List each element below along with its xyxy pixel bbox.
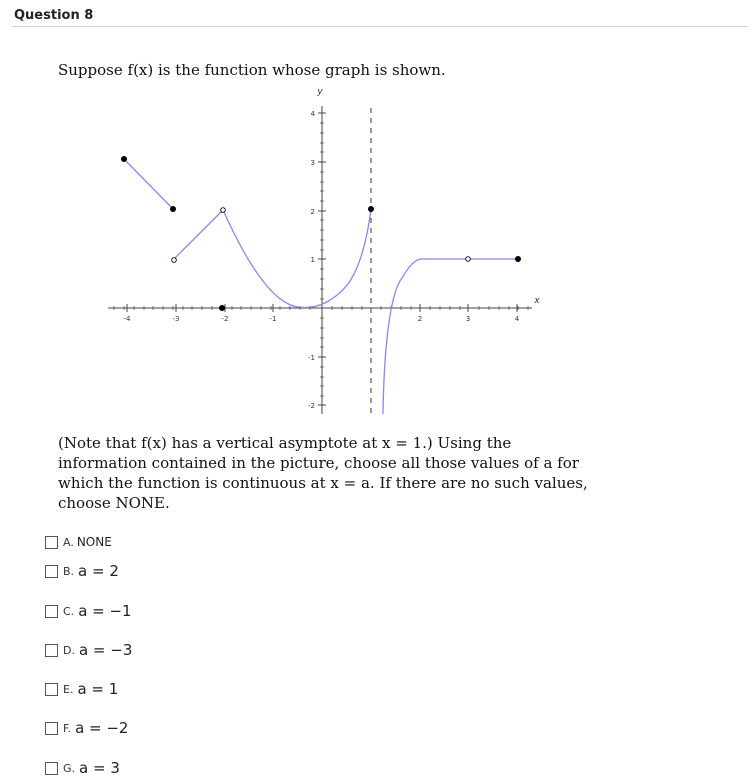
option-e[interactable] <box>45 678 118 700</box>
open-point-neg3-1 <box>172 258 177 263</box>
option-letter: E. <box>63 682 74 696</box>
x-tick-label: 3 <box>465 315 471 323</box>
option-letter: F. <box>63 721 72 735</box>
option-letter: B. <box>63 564 75 578</box>
x-tick-label: -3 <box>172 315 180 323</box>
option-f[interactable] <box>45 717 128 739</box>
function-curve <box>124 159 518 414</box>
option-text: a = 1 <box>77 680 119 698</box>
option-letter: A. <box>63 535 74 549</box>
option-g[interactable] <box>45 757 120 779</box>
closed-point-4-1 <box>515 256 521 262</box>
x-tick-label: 2 <box>417 315 423 323</box>
option-text: NONE <box>76 535 112 549</box>
option-text: a = −2 <box>75 719 129 737</box>
x-tick-label: -2 <box>221 315 229 323</box>
curve-segment-rising <box>174 210 223 259</box>
y-tick-label: -2 <box>308 402 315 410</box>
open-point-3-1 <box>466 257 471 262</box>
option-letter: D. <box>63 643 75 657</box>
function-graph <box>100 88 550 418</box>
x-tick-label: 4 <box>514 315 520 323</box>
x-tick-label: -4 <box>123 315 131 323</box>
option-a[interactable] <box>45 531 112 553</box>
option-letter: C. <box>63 604 75 618</box>
checkbox[interactable] <box>45 565 58 578</box>
curve-asymptote-branch <box>383 259 423 414</box>
checkbox[interactable] <box>45 762 58 775</box>
checkbox[interactable] <box>45 536 58 549</box>
curve-parabola <box>223 209 371 308</box>
y-axis-label: y <box>317 88 323 97</box>
closed-point-neg3-2 <box>170 206 176 212</box>
curve-segment-left <box>124 159 173 209</box>
x-tick-label: -1 <box>269 315 277 323</box>
closed-point-neg2-0 <box>219 305 225 311</box>
question-note: (Note that f(x) has a vertical asymptote at x = 1.) Using the information contained in the picture, choose all those values of a for which the function is continuous at x = a. If there are no such values, choose NONE. <box>58 434 588 512</box>
y-tick-label: 3 <box>310 159 315 167</box>
question-header: Question 8 <box>14 8 94 23</box>
option-b[interactable] <box>45 560 119 582</box>
y-tick-label: 4 <box>310 110 315 118</box>
open-point-neg2-2 <box>221 208 226 213</box>
y-tick-label: 2 <box>310 208 315 216</box>
closed-point-neg4-3 <box>121 156 127 162</box>
option-c[interactable] <box>45 600 132 622</box>
checkbox[interactable] <box>45 644 58 657</box>
closed-point-1-2 <box>368 206 374 212</box>
x-axis-label: x <box>534 296 540 306</box>
graph-points <box>121 156 521 311</box>
y-tick-label: -1 <box>308 354 315 362</box>
option-text: a = 3 <box>79 759 120 777</box>
option-text: a = −1 <box>78 602 132 620</box>
question-prompt: Suppose f(x) is the function whose graph is shown. <box>58 61 446 79</box>
option-text: a = 2 <box>78 562 119 580</box>
y-tick-label: 1 <box>310 256 315 264</box>
header-divider <box>12 26 748 27</box>
option-letter: G. <box>63 761 76 775</box>
option-text: a = −3 <box>78 641 133 659</box>
checkbox[interactable] <box>45 683 58 696</box>
checkbox[interactable] <box>45 722 58 735</box>
checkbox[interactable] <box>45 605 58 618</box>
option-d[interactable] <box>45 639 132 661</box>
